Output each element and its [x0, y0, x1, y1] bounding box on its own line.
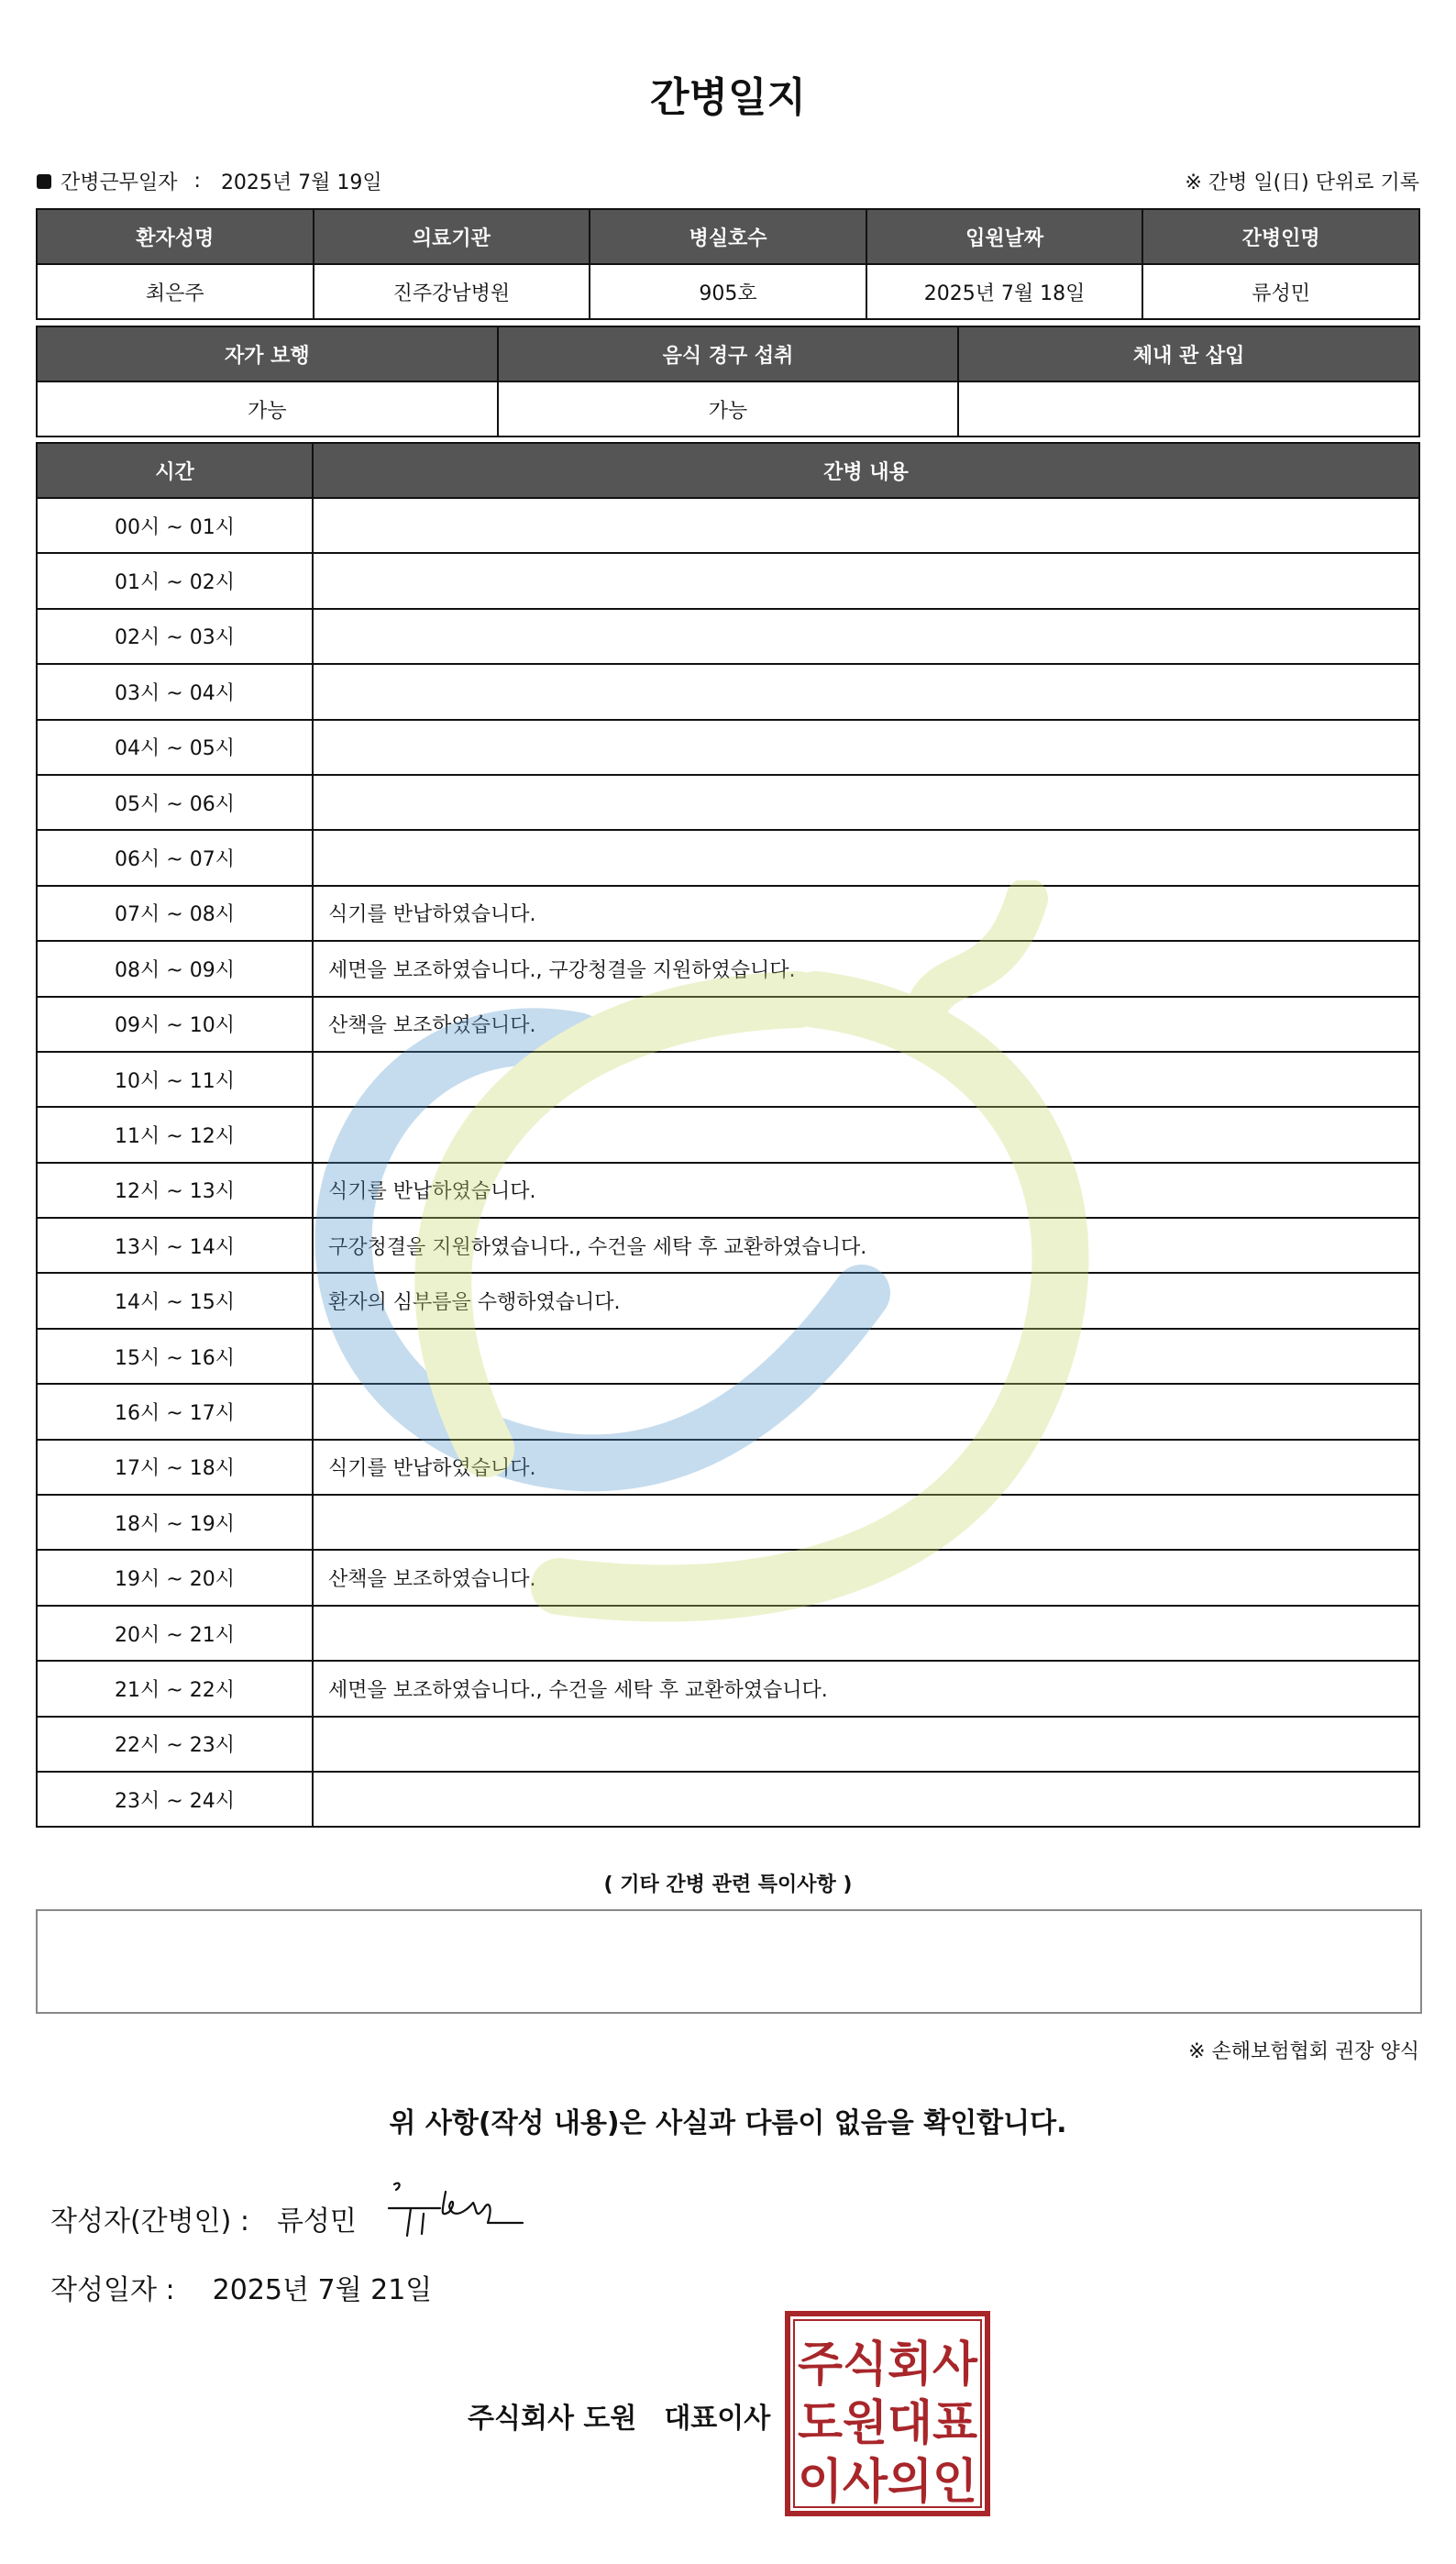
header-time: 시간 [37, 443, 313, 498]
content-cell [313, 830, 1419, 885]
header-patient-name: 환자성명 [37, 209, 314, 264]
time-cell: 21시 ~ 22시 [37, 1661, 313, 1716]
time-cell: 04시 ~ 05시 [37, 720, 313, 775]
time-cell: 05시 ~ 06시 [37, 775, 313, 830]
header-oral-intake: 음식 경구 섭취 [498, 326, 959, 381]
content-cell [313, 1772, 1419, 1827]
table-row [37, 886, 1419, 941]
content-cell: 환자의 심부름을 수행하였습니다. [313, 1273, 1419, 1328]
content-cell [313, 553, 1419, 608]
content-cell [313, 1384, 1419, 1439]
table-row [37, 775, 1419, 830]
time-cell: 02시 ~ 03시 [37, 609, 313, 664]
time-cell: 14시 ~ 15시 [37, 1273, 313, 1328]
company-name: 주식회사 도원 [468, 2403, 637, 2435]
confirmation-text: 위 사항(작성 내용)은 사실과 다름이 없음을 확인합니다. [389, 2107, 1067, 2139]
patient-name: 최은주 [37, 264, 314, 319]
header-walking: 자가 보행 [37, 326, 498, 381]
content-cell: 산책을 보조하였습니다. [313, 1550, 1419, 1605]
content-cell: 식기를 반납하였습니다. [313, 886, 1419, 941]
content-cell [313, 498, 1419, 553]
form-footnote: ※ 손해보험협회 권장 양식 [1188, 2040, 1419, 2063]
table-row [37, 1606, 1419, 1661]
patient-status-table [36, 326, 1420, 437]
time-cell: 22시 ~ 23시 [37, 1717, 313, 1772]
hospital-name: 진주강남병원 [314, 264, 590, 319]
written-date-value: 2025년 7월 21일 [212, 2274, 433, 2306]
header-hospital: 의료기관 [314, 209, 590, 264]
patient-info-table [36, 208, 1420, 320]
table-row [37, 664, 1419, 719]
company-title: 대표이사 [664, 2403, 771, 2435]
time-cell: 19시 ~ 20시 [37, 1550, 313, 1605]
table-row [37, 609, 1419, 664]
time-cell: 23시 ~ 24시 [37, 1772, 313, 1827]
table-row [37, 997, 1419, 1052]
table-row [37, 1772, 1419, 1827]
special-notes-title: ( 기타 간병 관련 특이사항 ) [603, 1873, 853, 1896]
content-cell [313, 1329, 1419, 1384]
table-row [37, 1218, 1419, 1273]
content-cell [313, 1107, 1419, 1162]
work-date-colon: : [193, 170, 201, 193]
content-cell: 식기를 반납하였습니다. [313, 1440, 1419, 1495]
table-row [37, 1661, 1419, 1716]
table-row [37, 830, 1419, 885]
content-cell [313, 720, 1419, 775]
oral-intake-status: 가능 [498, 381, 959, 437]
written-date-line [50, 2267, 432, 2307]
content-cell [313, 1717, 1419, 1772]
header-content: 간병 내용 [313, 443, 1419, 498]
table-row [37, 1273, 1419, 1328]
time-cell: 01시 ~ 02시 [37, 553, 313, 608]
room-number: 905호 [590, 264, 866, 319]
special-notes-box [36, 1909, 1422, 2014]
time-cell: 09시 ~ 10시 [37, 997, 313, 1052]
content-cell: 산책을 보조하였습니다. [313, 997, 1419, 1052]
time-cell: 06시 ~ 07시 [37, 830, 313, 885]
time-cell: 17시 ~ 18시 [37, 1440, 313, 1495]
content-cell [313, 664, 1419, 719]
table-row [37, 498, 1419, 553]
work-date-label: 간병근무일자 [61, 171, 178, 194]
seal-line-2: 도원대표 [798, 2396, 977, 2451]
work-date-line [37, 167, 382, 195]
time-cell: 20시 ~ 21시 [37, 1606, 313, 1661]
work-date-value: 2025년 7월 19일 [220, 171, 382, 194]
content-cell [313, 1052, 1419, 1107]
care-log-table [36, 442, 1420, 1828]
time-cell: 13시 ~ 14시 [37, 1218, 313, 1273]
time-cell: 08시 ~ 09시 [37, 941, 313, 996]
writer-line [50, 2198, 357, 2238]
tube-status [958, 381, 1419, 437]
time-cell: 00시 ~ 01시 [37, 498, 313, 553]
header-caregiver: 간병인명 [1142, 209, 1419, 264]
table-row [37, 1440, 1419, 1495]
table-row [37, 720, 1419, 775]
walking-status: 가능 [37, 381, 498, 437]
content-cell: 세면을 보조하였습니다., 수건을 세탁 후 교환하였습니다. [313, 1661, 1419, 1716]
table-row [37, 1384, 1419, 1439]
company-seal-icon [785, 2311, 990, 2516]
content-cell [313, 1495, 1419, 1550]
content-cell: 세면을 보조하였습니다., 구강청결을 지원하였습니다. [313, 941, 1419, 996]
content-cell: 식기를 반납하였습니다. [313, 1163, 1419, 1218]
content-cell [313, 1606, 1419, 1661]
unit-note: ※ 간병 일(日) 단위로 기록 [1185, 171, 1419, 194]
content-cell: 구강청결을 지원하였습니다., 수건을 세탁 후 교환하였습니다. [313, 1218, 1419, 1273]
table-row [37, 1717, 1419, 1772]
table-row [37, 1163, 1419, 1218]
table-row [37, 1107, 1419, 1162]
time-cell: 15시 ~ 16시 [37, 1329, 313, 1384]
company-line [468, 2395, 770, 2436]
admission-date: 2025년 7월 18일 [866, 264, 1143, 319]
header-room: 병실호수 [590, 209, 866, 264]
table-row [37, 941, 1419, 996]
table-row [37, 553, 1419, 608]
time-cell: 16시 ~ 17시 [37, 1384, 313, 1439]
writer-name: 류성민 [276, 2205, 357, 2238]
seal-line-1: 주식회사 [798, 2337, 978, 2393]
written-date-label: 작성일자 : [50, 2274, 175, 2306]
writer-label: 작성자(간병인) : [50, 2205, 249, 2238]
caregiver-name: 류성민 [1142, 264, 1419, 319]
handwritten-signature-icon [385, 2181, 532, 2245]
table-row [37, 1052, 1419, 1107]
header-admission-date: 입원날짜 [866, 209, 1143, 264]
seal-line-3: 이사의인 [798, 2455, 977, 2510]
page-title: 간병일지 [649, 74, 806, 121]
content-cell [313, 609, 1419, 664]
time-cell: 12시 ~ 13시 [37, 1163, 313, 1218]
bullet-square-icon [37, 174, 51, 189]
time-cell: 03시 ~ 04시 [37, 664, 313, 719]
table-row [37, 1550, 1419, 1605]
table-row [37, 1495, 1419, 1550]
time-cell: 07시 ~ 08시 [37, 886, 313, 941]
time-cell: 18시 ~ 19시 [37, 1495, 313, 1550]
care-log-body [37, 498, 1419, 1827]
content-cell [313, 775, 1419, 830]
header-tube: 체내 관 삽입 [958, 326, 1419, 381]
time-cell: 10시 ~ 11시 [37, 1052, 313, 1107]
time-cell: 11시 ~ 12시 [37, 1107, 313, 1162]
table-row [37, 1329, 1419, 1384]
